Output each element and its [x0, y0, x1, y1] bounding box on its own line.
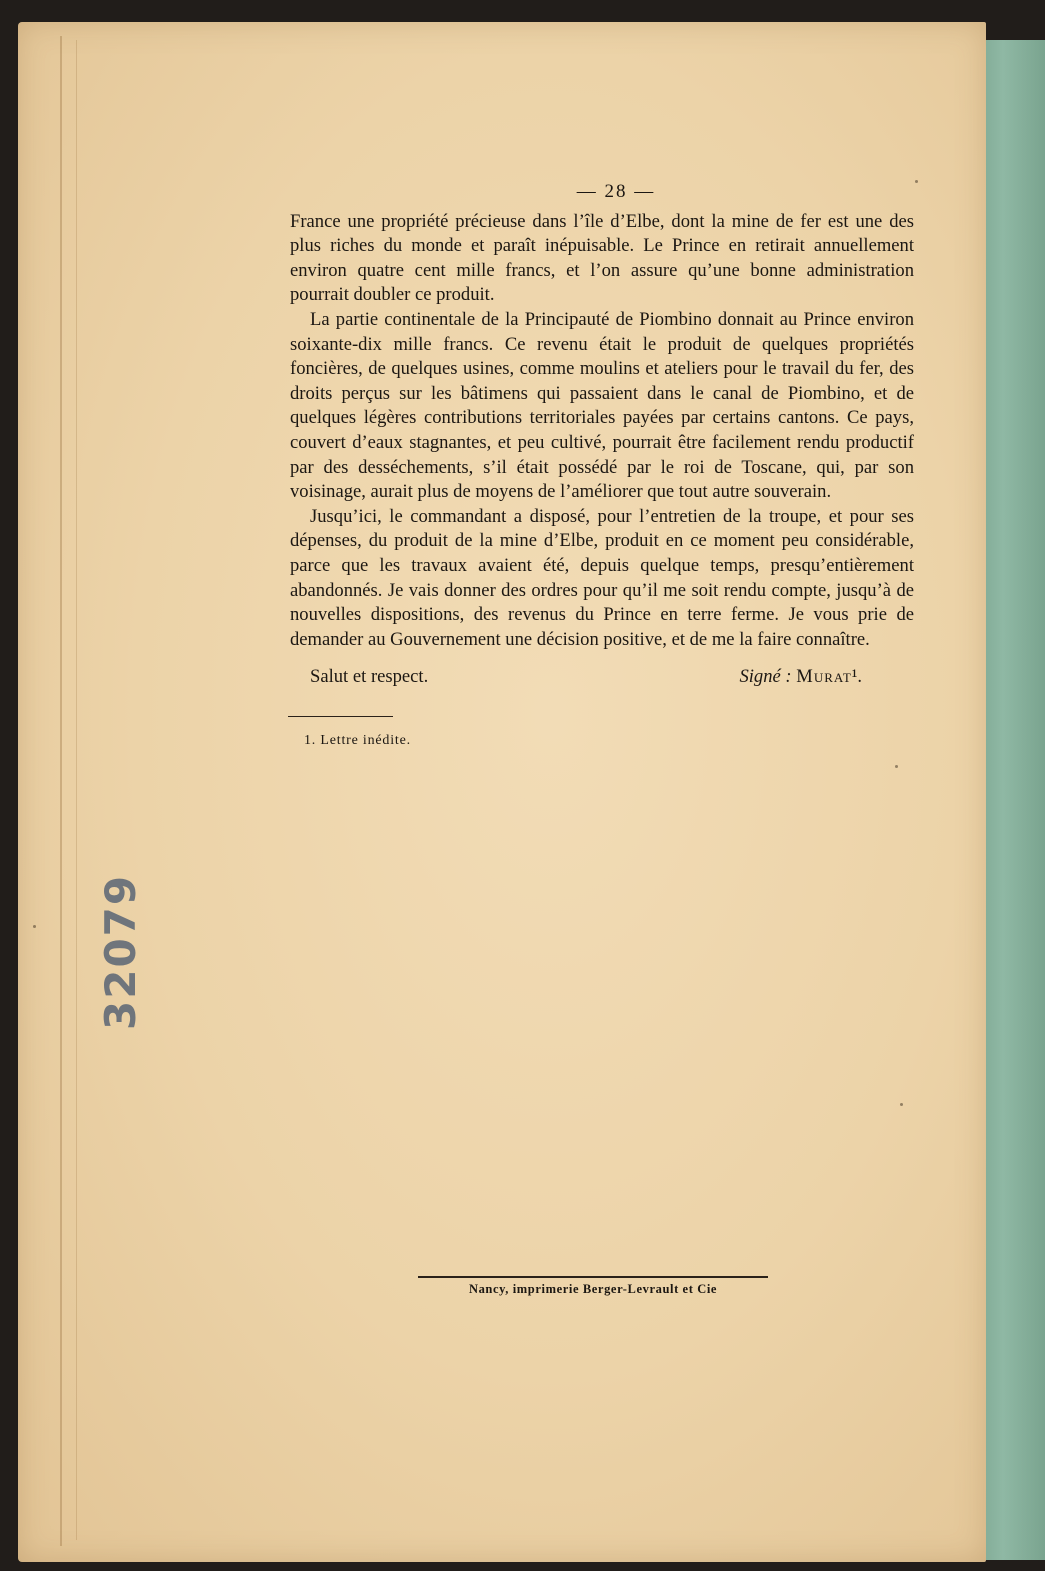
- page-number: — 28 —: [576, 181, 656, 202]
- paper-speck: [895, 765, 898, 768]
- printer-imprint: Nancy, imprimerie Berger-Levrault et Cie: [468, 1282, 718, 1296]
- paper-speck: [900, 1103, 903, 1106]
- signature-row: [290, 665, 914, 690]
- closing-salutation: Salut et respect.: [310, 666, 429, 688]
- paper-speck: [915, 180, 918, 183]
- handwritten-inventory-number: 32079: [96, 873, 145, 1030]
- signature-label: Signé :: [739, 666, 792, 688]
- paragraph-piombino: La partie continentale de la Principauté de Piombino donnait au Prince environ soixante-dix mille francs. Ce revenu était le produit de quelques propriétés foncières, de quelques usines, comme moulins et ateliers pour le travail du fer, des droits perçus sur les bâtimens qui passaient dans le canal de Piombino, et de quelques légères contributions territoriales payées par certains cantons. Ce pays, couvert d’eaux stagnantes, et peu cultivé, pourrait être facilement rendu productif par des desséchements, s’il était possédé par le roi de Toscane, qui, par son voisinage, aurait plus de moyens de l’améliorer que tout autre souverain.: [290, 308, 914, 503]
- page-fold-line: [60, 36, 62, 1546]
- paragraph-commandant: Jusqu’ici, le commandant a disposé, pour l’entretien de la troupe, et pour ses dépenses, du produit de la mine d’Elbe, produit en ce moment peu considérable, parce que les travaux avaient été, depuis quelque temps, presqu’entièrement abandonnés. Je vais donner des ordres pour qu’il me soit rendu compte, jusqu’à de nouvelles dispositions, des revenus du Prince en terre ferme. Je vous prie de demander au Gouvernement une décision positive, et de me la faire connaître.: [290, 505, 914, 650]
- signature: [739, 665, 862, 690]
- main-text-block: [290, 180, 914, 753]
- footnote-rule: [288, 716, 393, 717]
- imprint-rule: [418, 1276, 768, 1278]
- signature-name: Murat: [796, 666, 852, 688]
- footnote: 1. Lettre inédite.: [304, 732, 411, 748]
- page-fold-line-secondary: [76, 40, 77, 1540]
- paragraph-continuation: France une propriété précieuse dans l’île d’Elbe, dont la mine de fer est une des plus riches du monde et paraît inépuisable. Le Prince en retirait annuellement environ quatre cent mille francs, et l’on assure qu’une bonne administration pourrait doubler ce produit.: [290, 210, 914, 306]
- paper-speck: [33, 925, 36, 928]
- footnote-marker: ¹.: [851, 666, 862, 688]
